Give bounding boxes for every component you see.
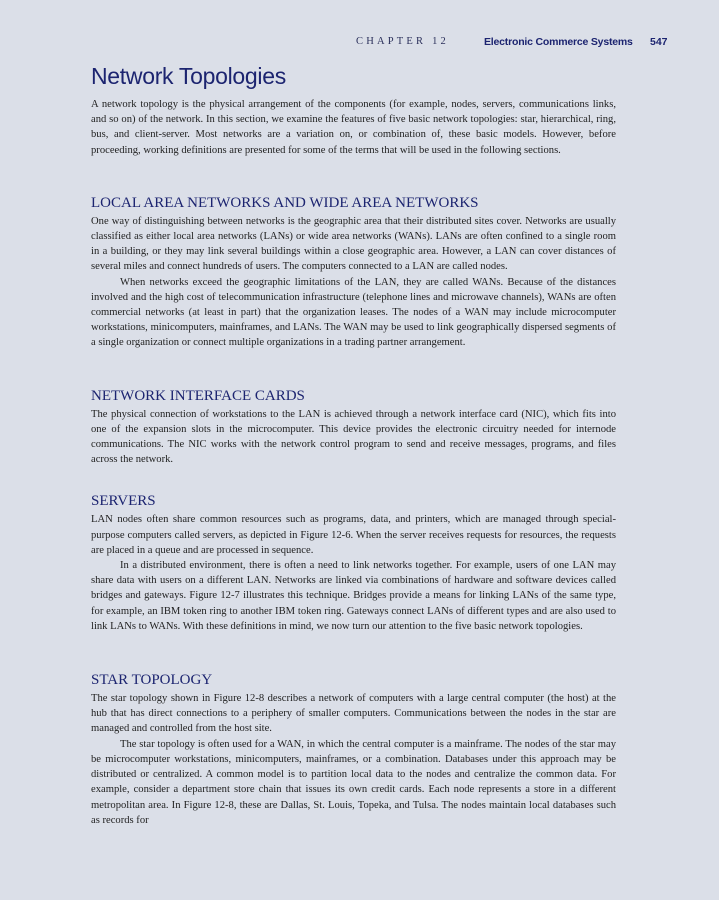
page-title: Network Topologies <box>91 63 286 89</box>
section-star-topology <box>91 671 616 828</box>
intro-paragraph: A network topology is the physical arrangement of the components (for example, nodes, servers, communications links, and so on) of the network. In this section, we examine the features of five basic network topologies: star, hierarchical, ring, bus, and client-server. Most networks are a variation on, or combination of, these basic models. However, before proceeding, working definitions are presented for some of the terms that will be used in the following sections. <box>91 99 616 156</box>
paragraph: The physical connection of workstations to the LAN is achieved through a network interface card (NIC), which fits into one of the expansion slots in the microcomputer. This device provides the electronic circuitry needed for internode communications. The NIC works with the network control program to send and receive messages, programs, and files across the network. <box>91 408 616 466</box>
running-head <box>0 36 719 50</box>
section-lan-wan <box>91 194 616 351</box>
chapter-label: CHAPTER 12 <box>356 36 449 47</box>
paragraph: In a distributed environment, there is often a need to link networks together. For example, users of one LAN may share data with users on a different LAN. Networks are linked via combinations of hardware and software devices called bridges and gateways. Figure 12-7 illustrates this technique. Bridges provide a means for linking LANs of the same type, for example, an IBM token ring to another IBM token ring. Gateways connect LANs of different types and are also used to link LANs to WANs. With these definitions in mind, we now turn our attention to the five basic network topologies. <box>91 560 616 632</box>
page-content <box>91 60 616 828</box>
paragraph: The star topology shown in Figure 12-8 describes a network of computers with a large central computer (the host) at the hub that has direct connections to a periphery of smaller computers. Communications between the nodes in the star are managed and controlled from the host site. <box>91 693 616 735</box>
section-heading: STAR TOPOLOGY <box>91 672 213 689</box>
paragraph: When networks exceed the geographic limitations of the LAN, they are called WANs. Because of the distances involved and the high cost of telecommunication infrastructure (telephone lines and microwave channels), WANs are often commercial networks (at least in part) that the organization leases. The nodes of a WAN may include microcomputer workstations, minicomputers, mainframes, and LANs. The WAN may be used to link geographically dispersed segments of a single organization or connect multiple organizations in a trading partner arrangement. <box>91 276 616 349</box>
section-heading: NETWORK INTERFACE CARDS <box>91 387 305 404</box>
section-servers <box>91 492 616 634</box>
page-number: 547 <box>650 36 668 48</box>
section-network-interface-cards <box>91 387 616 468</box>
paragraph: The star topology is often used for a WAN, in which the central computer is a mainframe. The nodes of the star may be microcomputer workstations, minicomputers, mainframes, or a combination. Databases under this approach may be distributed or centralized. A common model is to partition local data to the nodes and centralize the common data. For example, consider a department store chain that issues its own credit cards. Each node represents a store in a different metropolitan area. In Figure 12-8, these are Dallas, St. Louis, Topeka, and Tulsa. The nodes maintain local databases such as records for <box>91 738 616 826</box>
section-heading: SERVERS <box>91 493 156 510</box>
paragraph: LAN nodes often share common resources such as programs, data, and printers, which are managed through special-purpose computers called servers, as depicted in Figure 12-6. When the server receives requests for resources, the requests are placed in a queue and are processed in sequence. <box>91 514 616 556</box>
chapter-title: Electronic Commerce Systems <box>484 36 633 48</box>
paragraph: One way of distinguishing between networks is the geographic area that their distributed sites cover. Networks are usually classified as either local area networks (LANs) or wide area networks (WANs). LANs are often confined to a single room in a building, or they may link several buildings within a close geographic area. However, a LAN can cover distances of several miles and connect hundreds of users. The computers connected to a LAN are called nodes. <box>91 215 616 273</box>
section-heading: LOCAL AREA NETWORKS AND WIDE AREA NETWORKS <box>91 194 479 211</box>
